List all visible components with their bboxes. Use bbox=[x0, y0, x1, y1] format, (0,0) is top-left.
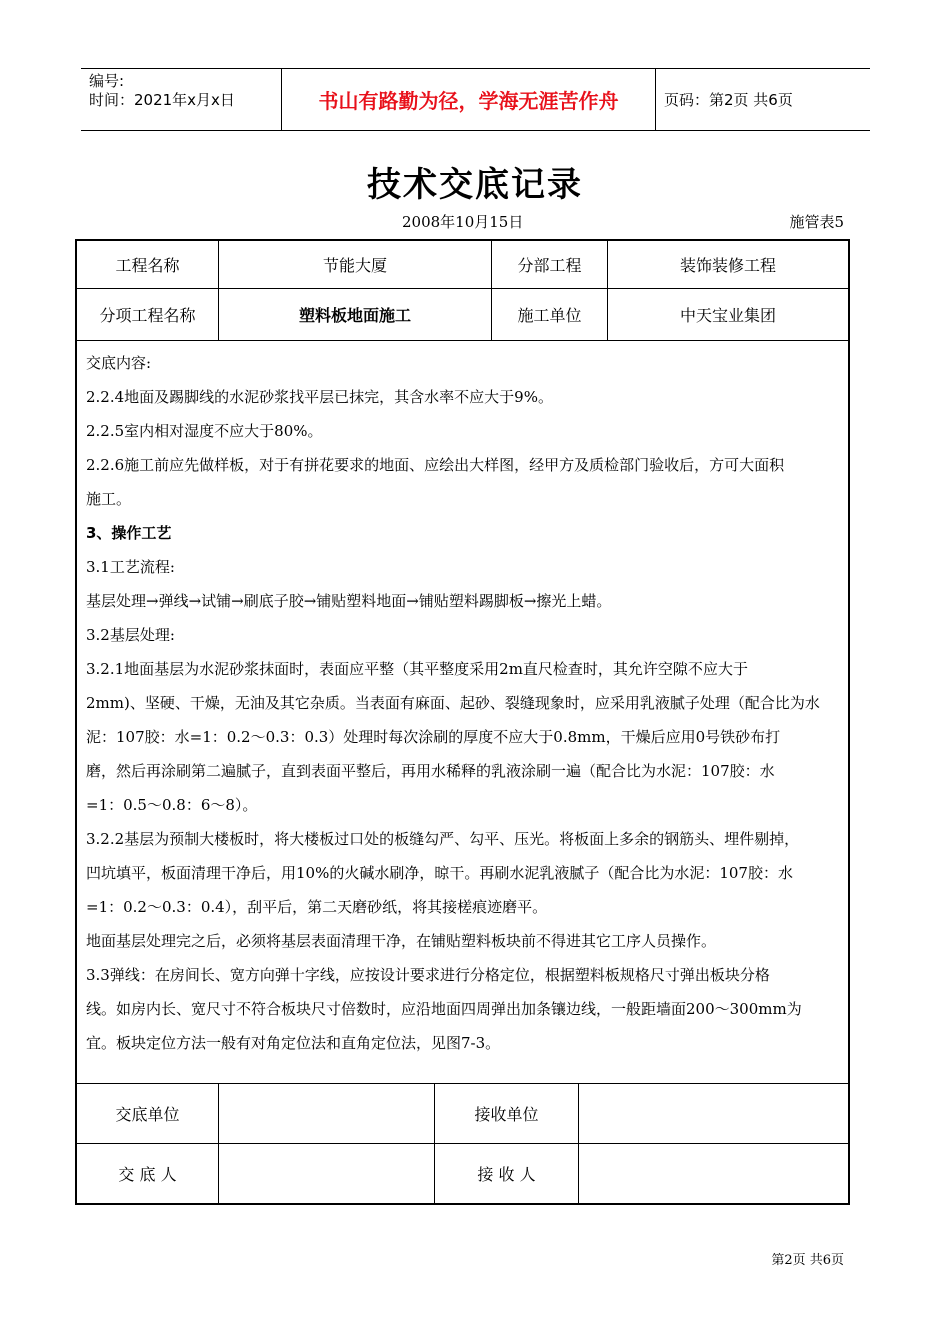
header-page-info: 页码：第2页 共6页 bbox=[664, 91, 793, 109]
project-name-label: 工程名称 bbox=[115, 256, 180, 275]
receiver-unit-field[interactable] bbox=[579, 1084, 848, 1143]
content-line: 磨，然后再涂刷第二遍腻子，直到表面平整后，再用水稀释的乳液涂刷一遍（配合比为水泥：107胶：水 bbox=[86, 762, 775, 780]
form-number: 施管表5 bbox=[789, 213, 844, 231]
header-motto: 书山有路勤为径，学海无涯苦作舟 bbox=[318, 89, 619, 113]
content-line: 3.2.1地面基层为水泥砂浆抹面时，表面应平整（其平整度采用2m直尺检查时，其允许空隙不应大于 bbox=[86, 660, 748, 678]
content-line: 施工。 bbox=[86, 490, 132, 508]
issuer-unit-label: 交底单位 bbox=[115, 1105, 180, 1124]
content-line: =1：0.5～0.8：6～8）。 bbox=[86, 796, 258, 814]
content-line: 基层处理→弹线→试铺→刷底子胶→铺贴塑料地面→铺贴塑料踢脚板→擦光上蜡。 bbox=[86, 592, 612, 610]
header-left-block bbox=[89, 72, 235, 110]
receiver-field[interactable] bbox=[579, 1144, 848, 1203]
subitem-value: 塑料板地面施工 bbox=[298, 306, 411, 325]
content-line: =1：0.2～0.3：0.4），刮平后，第二天磨砂纸，将其接槎痕迹磨平。 bbox=[86, 898, 548, 916]
page-footer: 第2页 共6页 bbox=[771, 1253, 844, 1268]
content-line: 地面基层处理完之后，必须将基层表面清理干净，在铺贴塑料板块前不得进其它工序人员操作。 bbox=[86, 932, 717, 950]
division-label: 分部工程 bbox=[517, 256, 582, 275]
content-line: 2mm)、坚硬、干燥，无油及其它杂质。当表面有麻面、起砂、裂缝现象时，应采用乳液腻子处理（配合比为水 bbox=[86, 694, 820, 712]
content-line: 泥：107胶：水=1：0.2～0.3：0.3）处理时每次涂刷的厚度不应大于0.8mm，干燥后应用0号铁砂布打 bbox=[86, 728, 781, 746]
content-line: 3.2.2基层为预制大楼板时，将大楼板过口处的板缝勾严、勾平、压光。将板面上多余的钢筋头、埋件剔掉， bbox=[86, 830, 800, 848]
disclosure-content bbox=[86, 346, 846, 1060]
issuer-field[interactable] bbox=[219, 1144, 434, 1203]
content-line: 凹坑填平，板面清理干净后，用10%的火碱水刷净，晾干。再刷水泥乳液腻子（配合比为水泥：107胶：水 bbox=[86, 864, 793, 882]
issuer-unit-field[interactable] bbox=[219, 1084, 434, 1143]
serial-label: 编号: bbox=[89, 72, 125, 90]
content-line: 线。如房内长、宽尺寸不符合板块尺寸倍数时，应沿地面四周弹出加条镶边线，一般距墙面200～300mm为 bbox=[86, 1000, 802, 1018]
header-divider bbox=[655, 69, 656, 130]
project-name-value: 节能大厦 bbox=[322, 256, 387, 275]
receiver-label: 接 收 人 bbox=[477, 1165, 536, 1184]
section-heading: 3、操作工艺 bbox=[86, 524, 172, 542]
contractor-label: 施工单位 bbox=[517, 306, 582, 325]
content-line: 2.2.5室内相对湿度不应大于80%。 bbox=[86, 422, 323, 440]
contractor-value: 中天宝业集团 bbox=[679, 306, 776, 325]
record-date: 2008年10月15日 bbox=[402, 213, 524, 231]
content-line: 3.1工艺流程: bbox=[86, 558, 175, 576]
content-line: 2.2.6施工前应先做样板，对于有拼花要求的地面、应绘出大样图，经甲方及质检部门验收后，方可大面积 bbox=[86, 456, 785, 474]
time-label: 时间：2021年x月x日 bbox=[89, 91, 235, 109]
content-heading: 交底内容: bbox=[86, 354, 152, 372]
content-paragraphs bbox=[86, 380, 846, 1060]
content-line: 3.3弹线：在房间长、宽方向弹十字线，应按设计要求进行分格定位，根据塑料板规格尺寸弹出板块分格 bbox=[86, 966, 770, 984]
content-line: 宜。板块定位方法一般有对角定位法和直角定位法，见图7-3。 bbox=[86, 1034, 501, 1052]
document-header bbox=[81, 68, 870, 131]
issuer-label: 交 底 人 bbox=[118, 1165, 177, 1184]
content-line: 2.2.4地面及踢脚线的水泥砂浆找平层已抹完，其含水率不应大于9%。 bbox=[86, 388, 553, 406]
content-line: 3.2基层处理: bbox=[86, 626, 175, 644]
division-value: 装饰装修工程 bbox=[679, 256, 776, 275]
table-rule bbox=[75, 340, 850, 341]
page-title: 技术交底记录 bbox=[367, 165, 583, 205]
receiver-unit-label: 接收单位 bbox=[474, 1105, 539, 1124]
subitem-label: 分项工程名称 bbox=[99, 306, 196, 325]
